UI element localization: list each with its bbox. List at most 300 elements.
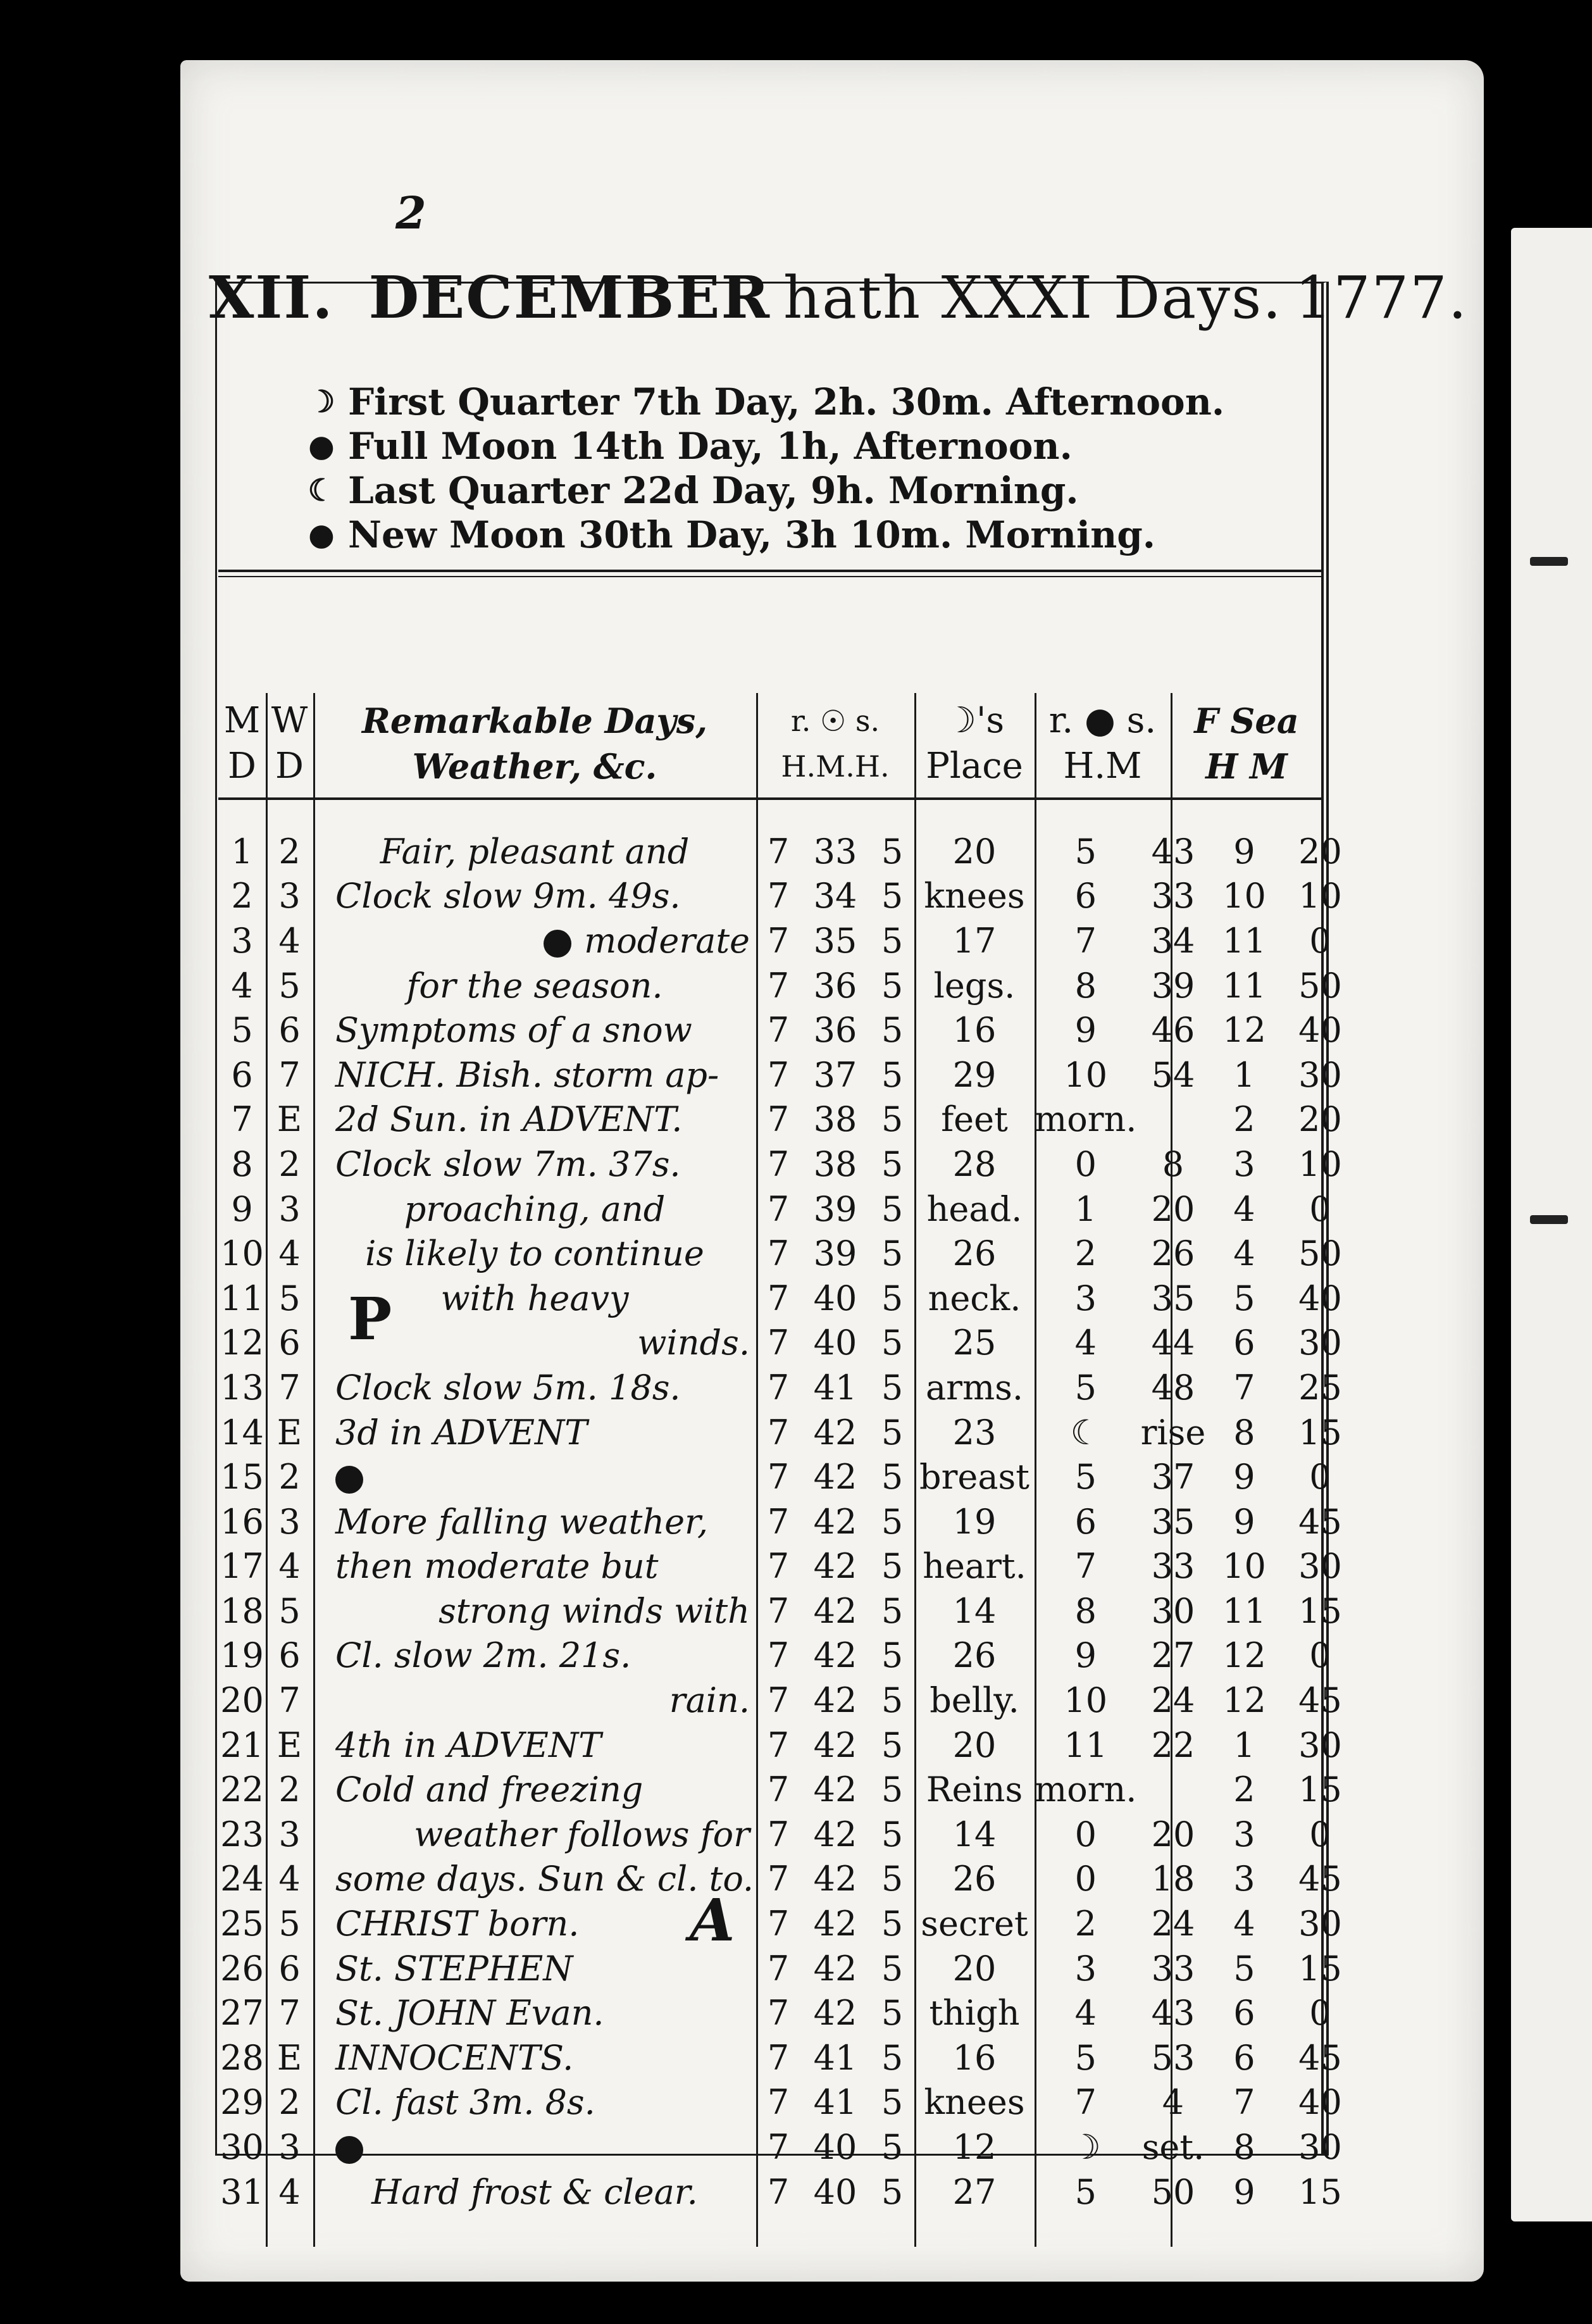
- sunrise-minute: 40: [813, 2127, 857, 2168]
- moonrise-hour: 8: [1074, 965, 1097, 1006]
- full-sea-minute: 40: [1298, 1278, 1342, 1318]
- moonrise-hour: 0: [1074, 1859, 1097, 1899]
- sunset-hour: 5: [881, 1144, 904, 1184]
- day-of-month: 25: [220, 1904, 264, 1944]
- day-of-week: 4: [278, 1546, 301, 1587]
- moonrise-minute: 43: [1151, 1993, 1195, 2034]
- sunrise-minute: 33: [813, 831, 857, 872]
- month-numeral: XII.: [209, 263, 334, 332]
- day-of-week: 6: [278, 1010, 301, 1051]
- remark: Cl. slow 2m. 21s.: [335, 1635, 631, 1676]
- sunrise-hour: 7: [767, 876, 790, 916]
- sunrise-hour: 7: [767, 1770, 790, 1810]
- moonrise-minute: 34: [1151, 920, 1195, 961]
- first-quarter-moon-icon: ☽: [308, 384, 335, 420]
- full-sea-hour: 11: [1222, 965, 1266, 1006]
- table-row: [218, 1634, 1361, 1678]
- day-of-week: 2: [278, 1144, 301, 1184]
- full-sea-hour: 4: [1233, 1189, 1255, 1229]
- moonrise-minute: 20: [1151, 1814, 1195, 1854]
- column-headers: [218, 693, 1322, 794]
- sunrise-hour: 7: [767, 1590, 790, 1631]
- header-line: r. ☉ s.: [790, 704, 880, 738]
- moon-phase-icon: [335, 1466, 363, 1494]
- sunrise-minute: 41: [813, 2082, 857, 2123]
- sunrise-hour: 7: [767, 2171, 790, 2212]
- sunset-hour: 5: [881, 1054, 904, 1095]
- sunrise-hour: 7: [767, 1144, 790, 1184]
- remark: some days. Sun & cl. to.: [335, 1859, 754, 1899]
- day-of-month: 5: [231, 1010, 253, 1051]
- full-sea-hour: 12: [1222, 1010, 1266, 1051]
- moonrise-minute: 46: [1151, 1010, 1195, 1051]
- header-line: M: [223, 700, 261, 741]
- col-header-sea: [1171, 693, 1322, 794]
- table-row: [218, 1812, 1361, 1857]
- moon-place: knees: [924, 2082, 1025, 2123]
- sunrise-minute: 40: [813, 2171, 857, 2212]
- moonrise-hour: 8: [1074, 1590, 1097, 1631]
- phase-text: Full Moon 14th Day, 1h, Afternoon.: [348, 425, 1073, 468]
- sunrise-hour: 7: [767, 1189, 790, 1229]
- full-sea-hour: 8: [1233, 2127, 1255, 2168]
- full-sea-hour: 4: [1233, 1904, 1255, 1944]
- full-sea-hour: 11: [1222, 920, 1266, 961]
- moon-place: neck.: [928, 1278, 1021, 1318]
- day-of-month: 6: [231, 1054, 253, 1095]
- remark: weather follows for: [414, 1814, 750, 1854]
- sunset-hour: 5: [881, 1590, 904, 1631]
- remark: INNOCENTS.: [335, 2037, 574, 2078]
- moonrise-hour: 6: [1074, 1501, 1097, 1542]
- full-sea-minute: 45: [1298, 2037, 1342, 2078]
- remark: for the season.: [406, 965, 663, 1006]
- header-line: r. ● s.: [1048, 700, 1157, 741]
- table-row: [218, 1097, 1361, 1142]
- moonrise-minute: 20: [1151, 1189, 1195, 1229]
- moonrise-hour: 1: [1074, 1189, 1097, 1229]
- moonrise-hour: 3: [1074, 1948, 1097, 1989]
- sunrise-hour: 7: [767, 1680, 790, 1721]
- table-row: [218, 2170, 1361, 2215]
- moonrise-hour: 10: [1064, 1680, 1108, 1721]
- sunrise-minute: 42: [813, 1457, 857, 1497]
- full-sea-hour: 7: [1233, 2082, 1255, 2123]
- sunrise-hour: 7: [767, 1546, 790, 1587]
- moonrise-hour: 4: [1074, 1323, 1097, 1363]
- moon-phase-icon: [335, 2136, 363, 2164]
- day-of-month: 10: [220, 1234, 264, 1274]
- moonrise-minute: 33: [1151, 1546, 1195, 1587]
- day-of-week: E: [277, 2037, 302, 2078]
- moonrise-hour: 4: [1074, 1993, 1097, 2034]
- remark: 2d Sun. in ADVENT.: [335, 1099, 683, 1140]
- day-of-week: 6: [278, 1948, 301, 1989]
- sunset-hour: 5: [881, 831, 904, 872]
- day-of-month: 7: [231, 1099, 253, 1140]
- day-of-month: 17: [220, 1546, 264, 1587]
- sunset-hour: 5: [881, 1948, 904, 1989]
- day-of-week: 4: [278, 2171, 301, 2212]
- sunrise-minute: 40: [813, 1278, 857, 1318]
- moonrise-minute: 8: [1162, 1144, 1185, 1184]
- sunset-hour: 5: [881, 920, 904, 961]
- moon-place: 20: [952, 1948, 997, 1989]
- remark: More falling weather,: [335, 1501, 709, 1542]
- moon-place: knees: [924, 876, 1025, 916]
- moonrise-minute: [1136, 1097, 1209, 1142]
- col-header-moon-place: [914, 693, 1035, 794]
- sunrise-minute: 37: [813, 1054, 857, 1095]
- full-sea-hour: 9: [1233, 1501, 1255, 1542]
- day-of-week: 3: [278, 1501, 301, 1542]
- sunrise-minute: 39: [813, 1234, 857, 1274]
- moon-place: 12: [952, 2127, 997, 2168]
- table-row: [218, 1499, 1361, 1544]
- full-sea-minute: 0: [1309, 1635, 1331, 1676]
- sunrise-hour: 7: [767, 1725, 790, 1765]
- sunrise-minute: 42: [813, 1770, 857, 1810]
- table-row: [218, 829, 1361, 874]
- moon-phase-line: [304, 380, 1316, 424]
- moonrise-minute: 48: [1151, 1367, 1195, 1408]
- sunset-hour: 5: [881, 1904, 904, 1944]
- sunrise-minute: 42: [813, 1859, 857, 1899]
- sunset-hour: 5: [881, 1859, 904, 1899]
- moon-place: head.: [926, 1189, 1023, 1229]
- col-header-moon-rise: [1035, 693, 1171, 794]
- day-of-week: 3: [278, 2127, 301, 2168]
- table-row: [218, 2080, 1361, 2125]
- sunrise-minute: 40: [813, 1323, 857, 1363]
- moonrise-hour: ☽: [1070, 2127, 1101, 2168]
- moon-place: 20: [952, 831, 997, 872]
- sunset-hour: 5: [881, 1457, 904, 1497]
- moonrise-minute: 26: [1151, 1234, 1195, 1274]
- remark: Symptoms of a snow: [335, 1010, 692, 1051]
- col-header-wd: [266, 693, 313, 794]
- day-of-month: 9: [231, 1189, 253, 1229]
- sunset-hour: 5: [881, 1367, 904, 1408]
- moonrise-minute: 33: [1151, 876, 1195, 916]
- remark: Clock slow 7m. 37s.: [335, 1144, 681, 1184]
- day-of-week: 3: [278, 876, 301, 916]
- day-of-month: 20: [220, 1680, 264, 1721]
- table-row: [218, 1365, 1361, 1410]
- moon-place: feet: [941, 1099, 1008, 1140]
- remark: St. JOHN Evan.: [335, 1993, 604, 2034]
- col-header-sun: [756, 693, 914, 794]
- moonrise-hour: morn.: [1035, 1099, 1137, 1140]
- sunset-hour: 5: [881, 1993, 904, 2034]
- table-row: [218, 1187, 1361, 1232]
- day-of-week: 4: [278, 1234, 301, 1274]
- sunset-hour: 5: [881, 1501, 904, 1542]
- remark: [313, 1454, 756, 1499]
- header-line: ☽'s: [944, 700, 1005, 741]
- sunset-hour: 5: [881, 1278, 904, 1318]
- full-sea-hour: 7: [1233, 1367, 1255, 1408]
- day-of-week: 6: [278, 1635, 301, 1676]
- moon-place: 29: [952, 1054, 997, 1095]
- moonrise-hour: 11: [1064, 1725, 1108, 1765]
- sunrise-minute: 41: [813, 1367, 857, 1408]
- day-of-month: 23: [220, 1814, 264, 1854]
- full-sea-minute: 0: [1309, 1189, 1331, 1229]
- table-row: [218, 963, 1361, 1008]
- moonrise-minute: 22: [1151, 1725, 1195, 1765]
- full-sea-hour: 11: [1222, 1590, 1266, 1631]
- full-sea-hour: 5: [1233, 1948, 1255, 1989]
- sunset-hour: 5: [881, 1635, 904, 1676]
- col-header-md: [218, 693, 266, 794]
- moonrise-minute: 37: [1151, 1457, 1195, 1497]
- day-of-month: 30: [220, 2127, 264, 2168]
- sunrise-minute: 42: [813, 1993, 857, 2034]
- moonrise-minute: 24: [1151, 1680, 1195, 1721]
- day-of-week: 3: [278, 1189, 301, 1229]
- divider: [218, 797, 1322, 800]
- day-of-month: 26: [220, 1948, 264, 1989]
- full-sea-minute: 30: [1298, 1054, 1342, 1095]
- day-of-month: 2: [231, 876, 253, 916]
- moonrise-minute: 30: [1151, 1590, 1195, 1631]
- full-sea-hour: 3: [1233, 1144, 1255, 1184]
- full-sea-hour: 9: [1233, 2171, 1255, 2212]
- sunset-hour: 5: [881, 1323, 904, 1363]
- moon-place: 16: [952, 1010, 997, 1051]
- day-of-month: 15: [220, 1457, 264, 1497]
- header-line: Weather, &c.: [412, 746, 657, 787]
- full-sea-minute: 10: [1298, 1144, 1342, 1184]
- remark: 3d in ADVENT: [335, 1412, 588, 1452]
- full-sea-minute: 45: [1298, 1680, 1342, 1721]
- day-of-month: 22: [220, 1770, 264, 1810]
- moonrise-hour: 9: [1074, 1635, 1097, 1676]
- month-title: DECEMBER: [368, 263, 771, 332]
- table-row: [218, 1008, 1361, 1053]
- moon-phase-line: [304, 513, 1316, 557]
- day-of-month: 8: [231, 1144, 253, 1184]
- table-row: [218, 1544, 1361, 1589]
- moonrise-hour: 5: [1074, 1457, 1097, 1497]
- sunrise-hour: 7: [767, 1501, 790, 1542]
- sunrise-hour: 7: [767, 1010, 790, 1051]
- moonrise-minute: 4: [1162, 2082, 1185, 2123]
- day-of-month: 16: [220, 1501, 264, 1542]
- moonrise-minute: 27: [1151, 1635, 1195, 1676]
- moon-phase-line: [304, 424, 1316, 468]
- full-sea-hour: 2: [1233, 1770, 1255, 1810]
- header-line: F Sea: [1194, 701, 1299, 741]
- sunset-hour: 5: [881, 965, 904, 1006]
- full-sea-minute: 0: [1309, 1814, 1331, 1854]
- new-moon-icon: ●: [308, 517, 335, 553]
- sunrise-hour: 7: [767, 2082, 790, 2123]
- divider: [218, 576, 1322, 577]
- moon-place: 20: [952, 1725, 997, 1765]
- moon-place: Reins: [926, 1770, 1023, 1810]
- sunrise-hour: 7: [767, 1904, 790, 1944]
- sunrise-minute: 38: [813, 1144, 857, 1184]
- full-sea-minute: 0: [1309, 1457, 1331, 1497]
- moonrise-hour: 0: [1074, 1144, 1097, 1184]
- full-sea-minute: 15: [1298, 1948, 1342, 1989]
- day-of-month: 31: [220, 2171, 264, 2212]
- moonrise-minute: 50: [1151, 2171, 1195, 2212]
- header-line: W: [271, 700, 308, 741]
- header-line: Remarkable Days,: [361, 701, 708, 741]
- remark-text: moderate: [584, 920, 750, 961]
- remark: Clock slow 5m. 18s.: [335, 1367, 681, 1408]
- last-quarter-moon-icon: ☾: [308, 473, 335, 508]
- full-sea-hour: 5: [1233, 1278, 1255, 1318]
- full-sea-minute: 15: [1298, 1590, 1342, 1631]
- table-row: [218, 1231, 1361, 1276]
- day-of-week: 5: [278, 1590, 301, 1631]
- moonrise-minute: 44: [1151, 1323, 1195, 1363]
- full-sea-hour: 8: [1233, 1412, 1255, 1452]
- full-sea-hour: 10: [1222, 1546, 1266, 1587]
- day-of-month: 28: [220, 2037, 264, 2078]
- full-sea-hour: 6: [1233, 2037, 1255, 2078]
- day-of-week: 7: [278, 1054, 301, 1095]
- full-sea-hour: 4: [1233, 1234, 1255, 1274]
- moon-phase-line: [304, 468, 1316, 513]
- moonrise-minute: set.: [1141, 2127, 1205, 2168]
- sunrise-hour: 7: [767, 1993, 790, 2034]
- day-of-month: 3: [231, 920, 253, 961]
- moonrise-hour: 5: [1074, 831, 1097, 872]
- sunset-hour: 5: [881, 2082, 904, 2123]
- page-title: [209, 263, 1468, 332]
- day-of-week: 6: [278, 1323, 301, 1363]
- sunrise-minute: 42: [813, 1635, 857, 1676]
- remark: [313, 2125, 756, 2170]
- moonrise-hour: morn.: [1035, 1770, 1137, 1810]
- full-sea-minute: 45: [1298, 1501, 1342, 1542]
- sunrise-minute: 42: [813, 1590, 857, 1631]
- sunrise-hour: 7: [767, 2037, 790, 2078]
- table-row: [218, 1857, 1361, 1902]
- moonrise-minute: 24: [1151, 1904, 1195, 1944]
- full-sea-hour: 6: [1233, 1323, 1255, 1363]
- day-of-week: 2: [278, 1770, 301, 1810]
- day-of-week: 2: [278, 1457, 301, 1497]
- moon-place: 19: [952, 1501, 997, 1542]
- almanac-page: [180, 60, 1484, 2282]
- sunrise-minute: 42: [813, 1501, 857, 1542]
- sunset-hour: 5: [881, 1725, 904, 1765]
- moon-phases: [304, 380, 1316, 557]
- divider: [218, 570, 1322, 572]
- calendar-table: [218, 829, 1361, 2214]
- full-sea-minute: 0: [1309, 1993, 1331, 2034]
- full-sea-minute: 10: [1298, 876, 1342, 916]
- full-sea-minute: 40: [1298, 2082, 1342, 2123]
- header-line: H M: [1205, 746, 1288, 787]
- moonrise-hour: 6: [1074, 876, 1097, 916]
- day-of-month: 24: [220, 1859, 264, 1899]
- moonrise-minute: 54: [1151, 1054, 1195, 1095]
- moonrise-hour: 2: [1074, 1234, 1097, 1274]
- sunrise-hour: 7: [767, 920, 790, 961]
- moonrise-minute: rise: [1140, 1412, 1206, 1452]
- day-of-month: 11: [220, 1278, 264, 1318]
- phase-text: Last Quarter 22d Day, 9h. Morning.: [348, 469, 1079, 512]
- full-sea-hour: 9: [1233, 1457, 1255, 1497]
- moon-place: breast: [919, 1457, 1029, 1497]
- day-of-month: 4: [231, 965, 253, 1006]
- moonrise-minute: 43: [1151, 831, 1195, 872]
- moonrise-minute: 39: [1151, 965, 1195, 1006]
- remark: Cold and freezing: [335, 1770, 644, 1810]
- full-sea-minute: 20: [1298, 1099, 1342, 1140]
- moon-place: legs.: [933, 965, 1016, 1006]
- sunrise-minute: 42: [813, 1948, 857, 1989]
- sunrise-hour: 7: [767, 1859, 790, 1899]
- table-row: [218, 1767, 1361, 1812]
- remark: CHRIST born.: [335, 1904, 580, 1944]
- sunrise-minute: 36: [813, 965, 857, 1006]
- header-line: H.M: [1063, 746, 1142, 787]
- day-of-month: 14: [220, 1412, 264, 1452]
- full-sea-hour: 9: [1233, 831, 1255, 872]
- table-row: [218, 1454, 1361, 1499]
- table-row: [218, 1723, 1361, 1768]
- sunrise-minute: 41: [813, 2037, 857, 2078]
- moon-place: 23: [952, 1412, 997, 1452]
- moonrise-hour: 10: [1064, 1054, 1108, 1095]
- full-sea-minute: 50: [1298, 965, 1342, 1006]
- moonrise-hour: 5: [1074, 1367, 1097, 1408]
- full-sea-minute: 20: [1298, 831, 1342, 872]
- moonrise-hour: 3: [1074, 1278, 1097, 1318]
- full-sea-minute: 50: [1298, 1234, 1342, 1274]
- day-of-week: 2: [278, 2082, 301, 2123]
- day-of-month: 12: [220, 1323, 264, 1363]
- moonrise-hour: 7: [1074, 1546, 1097, 1587]
- full-sea-minute: 45: [1298, 1859, 1342, 1899]
- sunrise-hour: 7: [767, 1323, 790, 1363]
- sunrise-hour: 7: [767, 1412, 790, 1452]
- moonrise-hour: 5: [1074, 2037, 1097, 2078]
- day-of-month: 18: [220, 1590, 264, 1631]
- full-sea-minute: 30: [1298, 1725, 1342, 1765]
- sunrise-minute: 38: [813, 1099, 857, 1140]
- remark: Hard frost & clear.: [371, 2171, 698, 2212]
- table-row: [218, 918, 1361, 963]
- remark: is likely to continue: [365, 1234, 704, 1274]
- sunrise-hour: 7: [767, 1814, 790, 1854]
- header-line: D: [275, 746, 304, 787]
- sunset-hour: 5: [881, 2127, 904, 2168]
- month-days: hath XXXI Days.: [783, 263, 1283, 332]
- full-sea-minute: 25: [1298, 1367, 1342, 1408]
- full-sea-hour: 3: [1233, 1859, 1255, 1899]
- sunrise-hour: 7: [767, 1635, 790, 1676]
- full-sea-hour: 12: [1222, 1635, 1266, 1676]
- sunset-hour: 5: [881, 1234, 904, 1274]
- moon-place: 28: [952, 1144, 997, 1184]
- table-row: [218, 1589, 1361, 1634]
- remark: winds.: [637, 1323, 750, 1363]
- moonrise-minute: 33: [1151, 1948, 1195, 1989]
- sunrise-hour: 7: [767, 1278, 790, 1318]
- table-row: [218, 874, 1361, 919]
- table-row: [218, 1053, 1361, 1097]
- phase-text: First Quarter 7th Day, 2h. 30m. Afternoon.: [348, 380, 1225, 423]
